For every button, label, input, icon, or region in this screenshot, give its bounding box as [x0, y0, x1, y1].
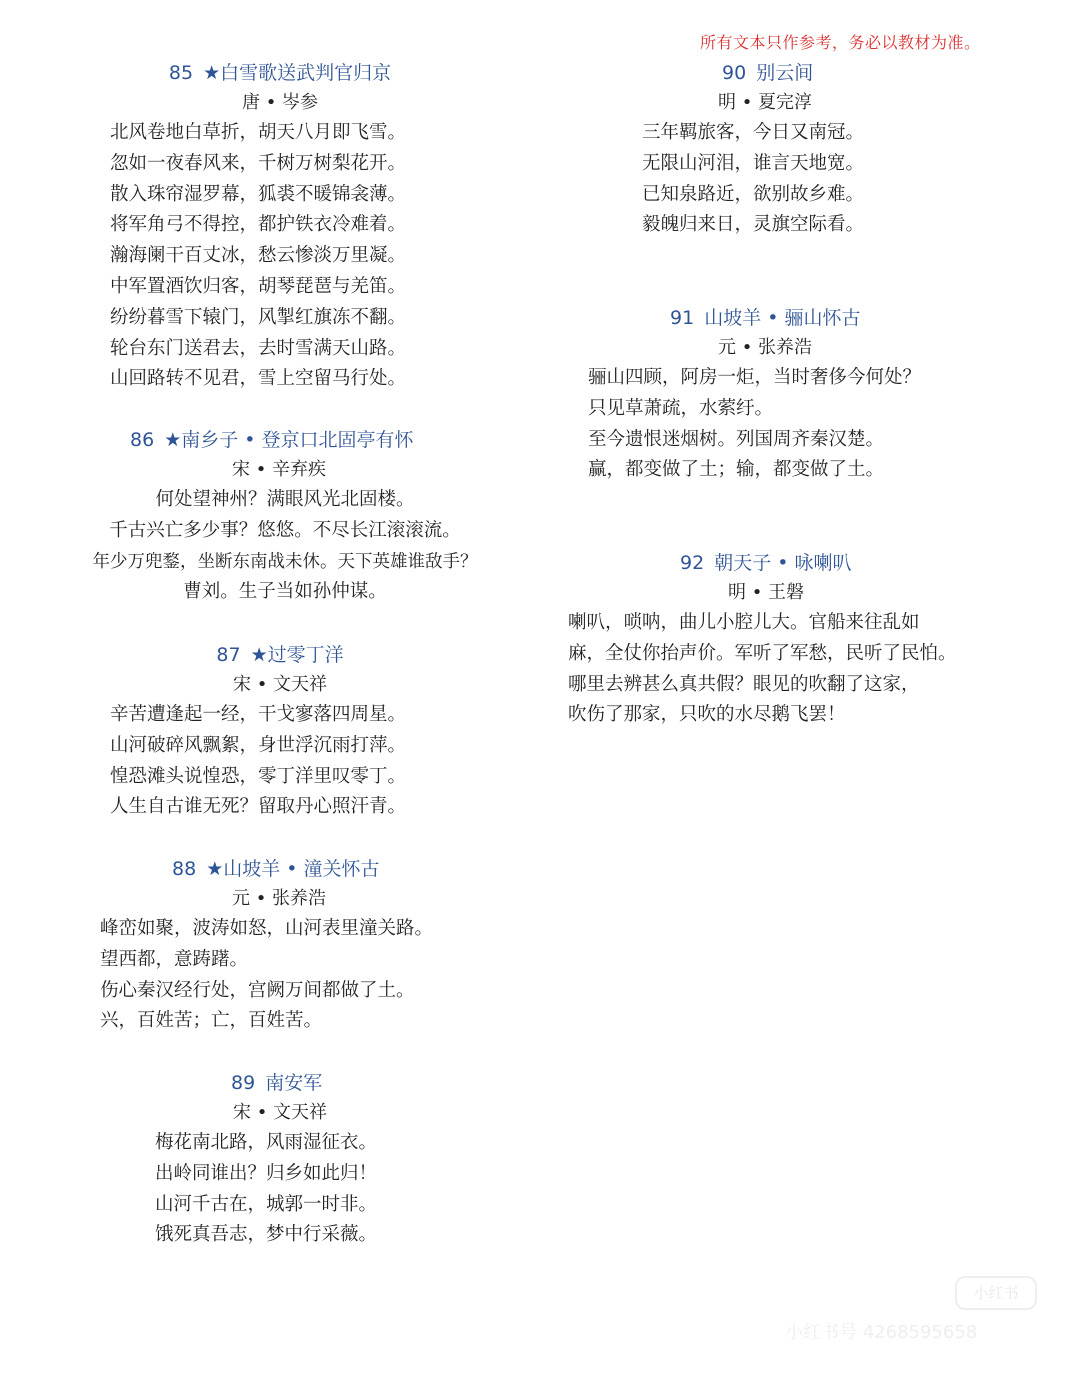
poem-title-text: 别云间 [756, 62, 814, 84]
poem-title [110, 58, 450, 88]
poem-number: 85 [168, 62, 194, 84]
poem-line: 出岭同谁出？归乡如此归！ [155, 1162, 378, 1184]
poem-line: 已知泉路近，欲别故乡难。 [642, 183, 865, 205]
poem-author: 元 • 张养浩 [718, 337, 813, 358]
poem-line: 辛苦遭逢起一经，干戈寥落四周星。 [110, 704, 407, 725]
poem-91 [588, 303, 988, 486]
poem-line: 骊山四顾，阿房一炬，当时奢侈今何处？ [588, 367, 922, 388]
poem-title-text: 山坡羊 • 骊山怀古 [704, 307, 861, 329]
poem-line: 毅魄归来日，灵旗空际看。 [642, 214, 865, 236]
poem-line: 峰峦如聚，波涛如怒，山河表里潼关路。 [100, 918, 434, 939]
poem-number: 92 [680, 552, 705, 574]
poem-body [100, 914, 480, 1037]
poem-body [642, 118, 902, 241]
poem-line: 轮台东门送君去，去时雪满天山路。 [110, 337, 407, 359]
poem-title-text: ★白雪歌送武判官归京 [203, 62, 392, 84]
poem-body [60, 485, 510, 608]
poem-title [588, 303, 988, 333]
poem-87 [110, 640, 450, 823]
poem-number: 87 [216, 644, 241, 666]
poem-line: 年少万兜鍪，坐断东南战未休。天下英雄谁敌手？ [92, 551, 478, 572]
poem-author: 元 • 张养浩 [232, 888, 327, 909]
poem-title-text: ★山坡羊 • 潼关怀古 [206, 858, 380, 880]
poem-line: 至今遗恨迷烟树。列国周齐秦汉楚。 [588, 428, 885, 450]
poem-line: 瀚海阑干百丈冰，愁云惨淡万里凝。 [110, 245, 407, 267]
poem-title [642, 58, 902, 88]
poem-line: 纷纷暮雪下辕门，风掣红旗冻不翻。 [110, 306, 407, 328]
poem-author: 明 • 夏完淳 [718, 92, 813, 113]
poem-number: 91 [670, 307, 695, 329]
poem-92 [568, 548, 1008, 731]
poem-line: 无限山河泪，谁言天地宽。 [642, 152, 865, 174]
poem-89 [155, 1068, 415, 1251]
poem-body [568, 608, 1008, 731]
poem-line: 哪里去辨甚么真共假？眼见的吹翻了这家， [568, 673, 920, 695]
poem-number: 90 [722, 62, 747, 84]
poem-86 [60, 425, 510, 608]
poem-number: 86 [130, 429, 155, 451]
poem-line: 麻，全仗你抬声价。军听了军愁，民听了民怕。 [568, 642, 957, 664]
poem-author: 明 • 王磐 [728, 582, 805, 603]
poem-title-text: ★南乡子 • 登京口北固亭有怀 [164, 429, 414, 451]
poem-number: 88 [172, 858, 197, 880]
poem-line: 曹刘。生子当如孙仲谋。 [183, 581, 387, 603]
poem-line: 三年羁旅客，今日又南冠。 [642, 122, 865, 143]
poem-88 [100, 854, 480, 1037]
poem-line: 忽如一夜春风来，千树万树梨花开。 [110, 152, 407, 174]
poem-author: 宋 • 文天祥 [233, 1102, 328, 1123]
poem-body [588, 363, 988, 486]
poem-line: 兴，百姓苦；亡，百姓苦。 [100, 1010, 323, 1032]
poem-85 [110, 58, 450, 395]
poem-line: 赢，都变做了土；输，都变做了土。 [588, 459, 885, 481]
poem-line: 饿死真吾志，梦中行采薇。 [155, 1224, 378, 1246]
poem-body [155, 1128, 415, 1251]
poem-line: 何处望神州？满眼风光北固楼。 [155, 489, 415, 510]
poem-line: 将军角弓不得控，都护铁衣冷难着。 [110, 214, 407, 236]
poem-author: 唐 • 岑参 [241, 92, 319, 113]
poem-title [110, 640, 450, 670]
poem-90 [642, 58, 902, 241]
poem-line: 散入珠帘湿罗幕，狐裘不暖锦衾薄。 [110, 183, 407, 205]
poem-line: 伤心秦汉经行处，宫阙万间都做了土。 [100, 979, 415, 1001]
poem-line: 人生自古谁无死？留取丹心照汗青。 [110, 796, 407, 818]
poem-title [568, 548, 1008, 578]
disclaimer-notice: 所有文本只作参考，务必以教材为准。 [700, 33, 981, 52]
poem-line: 山回路转不见君，雪上空留马行处。 [110, 368, 407, 390]
watermark-logo: 小红书 [955, 1276, 1037, 1310]
poem-line: 只见草萧疏，水萦纡。 [588, 397, 774, 419]
poem-line: 中军置酒饮归客，胡琴琵琶与羌笛。 [110, 275, 407, 297]
poem-body [110, 118, 450, 395]
poem-author: 宋 • 文天祥 [232, 674, 328, 695]
poem-line: 梅花南北路，风雨湿征衣。 [155, 1132, 378, 1153]
poem-line: 吹伤了那家，只吹的水尽鹅飞罢！ [568, 704, 846, 726]
poem-line: 望西都，意踌躇。 [100, 948, 249, 970]
poem-line: 山河千古在，城郭一时非。 [155, 1193, 378, 1215]
poem-title [100, 854, 480, 884]
watermark-text: 小红书号 4268595658 [785, 1322, 978, 1343]
poem-title-text: ★过零丁洋 [250, 644, 344, 666]
poem-author: 宋 • 辛弃疾 [232, 459, 327, 480]
poem-title [155, 1068, 415, 1098]
poem-line: 北风卷地白草折，胡天八月即飞雪。 [110, 122, 407, 143]
poem-title [60, 425, 510, 455]
poem-body [110, 700, 450, 823]
poem-number: 89 [231, 1072, 256, 1094]
poem-line: 千古兴亡多少事？悠悠。不尽长江滚滚流。 [109, 519, 461, 541]
poem-line: 喇叭，唢呐，曲儿小腔儿大。官船来往乱如 [568, 612, 920, 633]
poem-title-text: 南安军 [265, 1072, 323, 1094]
poem-title-text: 朝天子 • 咏喇叭 [714, 552, 852, 574]
poem-line: 惶恐滩头说惶恐，零丁洋里叹零丁。 [110, 765, 407, 787]
poem-line: 山河破碎风飘絮，身世浮沉雨打萍。 [110, 734, 407, 756]
